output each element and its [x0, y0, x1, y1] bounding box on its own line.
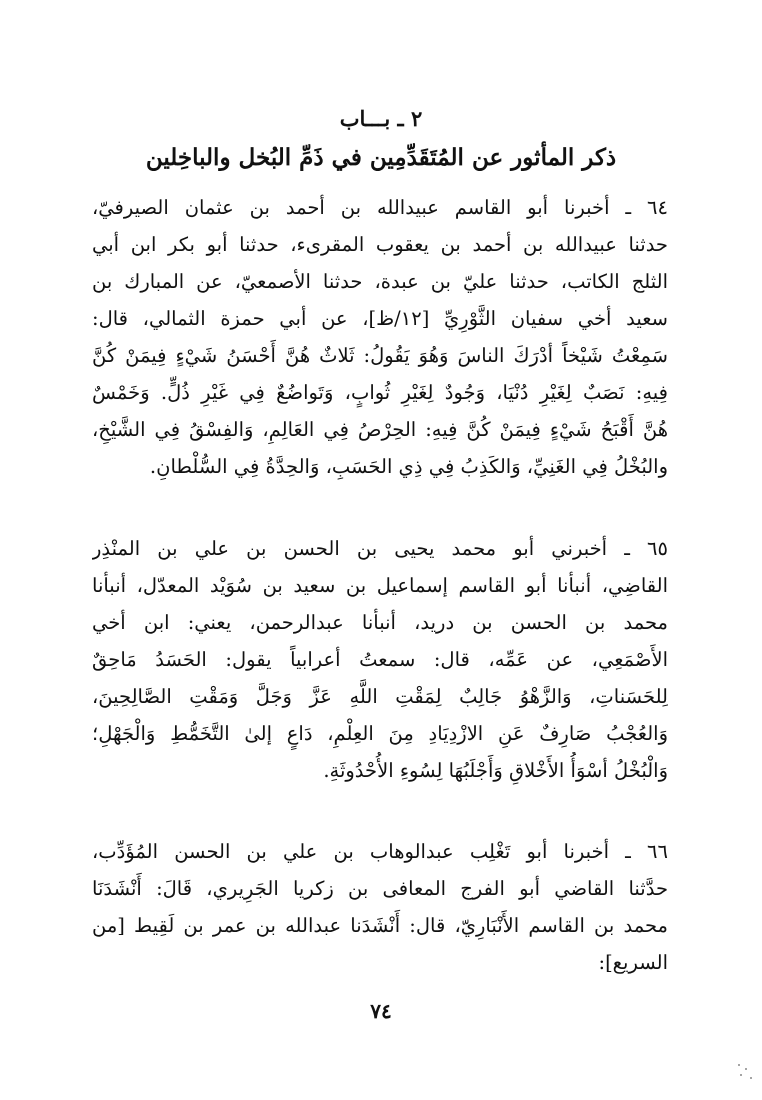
text-line: الأَصْمَعِي، عن عَمِّه، قال: سمعتُ أعرابياً يقول: الحَسَدُ مَاحِقٌ [92, 648, 668, 671]
text-line: القاضِي، أنبأنا أبو القاسم إسماعيل بن سعيد بن سُوَيْد المعدّل، أنبأنا [92, 574, 668, 597]
scan-speck-decoration [736, 1062, 756, 1082]
text-line: وَالْبُخْلُ أسْوَأُ الأَخْلاقِ وَأَجْلَبُهَا لِسُوءِ الأُحْدُوثَةِ. [323, 759, 668, 782]
text-line: محمد بن القاسم الأَنْبَارِيّ، قال: أَنْشَدَنا عبدالله بن عمر بن لَقِيط [من [92, 914, 668, 937]
text-line: هُنَّ أَقْبَحُ شَيْءٍ فِيمَنْ كُنَّ فِيهِ: الحِرْصُ فِي العَالِمِ، وَالفِسْقُ فِي الشَّيْخِ، [92, 418, 668, 441]
text-line: سَمِعْتُ شَيْخاً أدْرَكَ الناسَ وَهُوَ يَقُولُ: ثَلاثٌ هُنَّ أَحْسَنُ شَيْءٍ فِيمَنْ كُنَّ [92, 344, 668, 367]
text-line: حدثنا عبيدالله بن أحمد بن يعقوب المقرىء، حدثنا أبو بكر ابن أبي [92, 233, 668, 256]
text-line: ٦٦ ـ أخبرنا أبو تَغْلِب عبدالوهاب بن علي بن الحسن المُؤَدِّب، [92, 840, 668, 863]
chapter-number: ٢ ـ بـــاب [339, 106, 423, 131]
page-number: ٧٤ [370, 999, 392, 1023]
paragraph-66 [92, 833, 668, 981]
text-line: ٦٤ ـ أخبرنا أبو القاسم عبيدالله بن أحمد بن عثمان الصيرفيّ، [92, 196, 668, 219]
text-line: السريع]: [598, 951, 668, 974]
paragraph-64 [92, 189, 668, 485]
text-line: سعيد أخي سفيان الثَّوْرِيِّ [١٢/ظ]، عن أبي حمزة الثمالي، قال: [92, 307, 668, 330]
text-line: الثلج الكاتب، حدثنا عليّ بن عبدة، حدثنا الأصمعيّ، عن المبارك بن [92, 270, 668, 293]
text-line: ٦٥ ـ أخبرني أبو محمد يحيى بن الحسن بن علي بن المنْذِر [92, 537, 668, 560]
text-line: حدَّثنا القاضي أبو الفرج المعافى بن زكريا الجَرِيري، قَالَ: أَنْشَدَنَا [92, 877, 668, 900]
text-line: محمد بن الحسن بن دريد، أنبأنا عبدالرحمن، يعني: ابن أخي [92, 611, 668, 634]
text-line: والبُخْلُ فِي الغَنِيِّ، وَالكَذِبُ فِي ذِي الحَسَبِ، وَالحِدَّةُ فِي السُّلْطانِ. [149, 455, 668, 478]
chapter-title: ذكر المأثور عن المُتَقَدِّمِين في ذَمِّ البُخل والباخِلين [145, 144, 617, 171]
text-line: وَالعُجْبُ صَارِفٌ عَنِ الازْدِيَادِ مِنَ العِلْمِ، دَاعٍ إلىٰ التَّخَمُّطِ وَالْجَهْلِ؛ [92, 722, 668, 745]
text-line: فِيهِ: نَصَبٌ لِغَيْرِ دُنْيَا، وَجُودٌ لِغَيْرِ ثُوابٍ، وَتَواضُعٌ فِي غَيْرِ ذُلٍّ. وَخَمْسٌ [92, 381, 668, 404]
text-line: لِلحَسَناتِ، وَالزَّهْوُ جَالِبٌ لِمَقْتِ اللَّهِ عَزَّ وَجَلَّ وَمَقْتِ الصَّالِحِينَ، [92, 685, 668, 708]
paragraph-65 [92, 530, 668, 789]
